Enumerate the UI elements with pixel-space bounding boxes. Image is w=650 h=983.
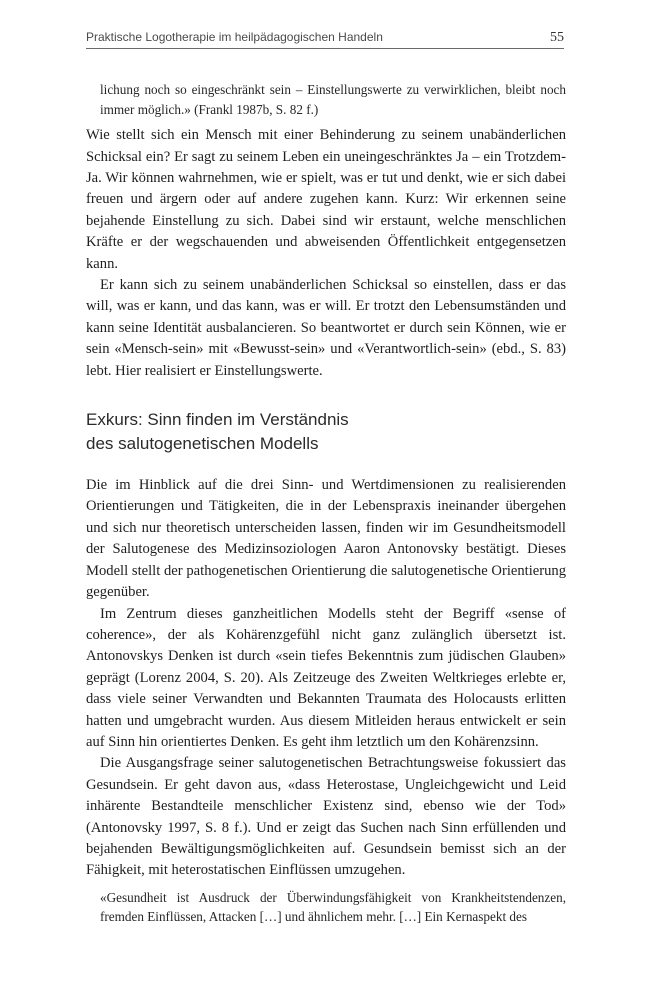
header-rule: [86, 48, 564, 49]
paragraph: Die Ausgangsfrage seiner salutogenetischen Betrachtungsweise fokussiert das Gesundsein. Er geht davon aus, «dass Heterostase, Ungleichgewicht und Leid inhärente Bestandteile menschlicher Existenz sind, ebenso wie der Tod» (Antonovsky 1997, S. 8 f.). Und er zeigt das Suchen nach Sinn erfüllenden und bejahenden Bewältigungsmöglichkeiten auf. Gesundsein bemisst sich an der Fähigkeit, mit heterostatischen Einflüssen umzugehen.: [86, 755, 566, 879]
block-quote: «Gesundheit ist Ausdruck der Überwindungsfähigkeit von Krankheitstendenzen, fremden Einflüssen, Attacken […] und ähnlichem mehr. […] Ein Kernaspekt des: [100, 889, 566, 925]
page-number: 55: [550, 30, 564, 45]
paragraph: Er kann sich zu seinem unabänderlichen Schicksal so einstellen, dass er das will, was er kann, und das kann, was er will. Er trotzt den Lebensumständen und kann seine Identität ausbalancieren. So beantwortet er durch sein Können, wie er sein «Mensch-sein» mit «Bewusst-sein» und «Verantwortlich-sein» (ebd., S. 83) lebt. Hier realisiert er Einstellungswerte.: [86, 277, 566, 379]
paragraph: Die im Hinblick auf die drei Sinn- und Wertdimensionen zu realisierenden Orientierungen und Tätigkeiten, die in der Lebenspraxis ineinander übergehen und sich nur theoretisch unterscheiden lassen, finden wir im Gesundheitsmodell der Salutogenese des Medizinsoziologen Aaron Antonovsky bestätigt. Dieses Modell stellt der pathogenetischen Orientierung die salutogenetische Orientierung gegenüber.: [86, 477, 566, 601]
block-quote-continued: lichung noch so eingeschränkt sein – Einstellungswerte zu verwirklichen, bleibt noch immer möglich.» (Frankl 1987b, S. 82 f.): [100, 82, 566, 117]
section-heading-line: Exkurs: Sinn finden im Verständnis: [86, 410, 349, 430]
running-head-title: Praktische Logotherapie im heilpädagogischen Handeln: [86, 30, 383, 44]
section-heading-line: des salutogenetischen Modells: [86, 434, 319, 454]
section-heading: [86, 408, 566, 456]
running-head: [86, 30, 564, 46]
paragraph: Wie stellt sich ein Mensch mit einer Behinderung zu seinem unabänderlichen Schicksal ein? Er sagt zu seinem Leben ein uneingeschränktes Ja – ein Trotzdem-Ja. Wir können wahrnehmen, wie er spielt, was er tut und denkt, wie er sich dabei freuen und ärgern oder auf andere zugehen kann. Kurz: Wir erkennen seine bejahende Einstellung zu sich. Dabei sind wir erstaunt, welche menschlichen Kräfte er der wegschauenden und abweisenden Öffentlichkeit entgegensetzen kann.: [86, 127, 566, 272]
body-text: [86, 80, 566, 927]
paragraph: Im Zentrum dieses ganzheitlichen Modells steht der Begriff «sense of coherence», der als Kohärenzgefühl nicht ganz zulänglich übersetzt ist. Antonovskys Denken ist durch «sein tiefes Bekenntnis zum jüdischen Glauben» geprägt (Lorenz 2004, S. 20). Als Zeitzeuge des Zweiten Weltkrieges erlebte er, dass viele seiner Verwandten und Bekannten Traumata des Holocausts erlitten hatten und umgebracht wurden. Aus diesem Mitleiden heraus entwickelt er sein auf Sinn hin orientiertes Denken. Es geht ihm letztlich um den Kohärenzsinn.: [86, 605, 566, 750]
